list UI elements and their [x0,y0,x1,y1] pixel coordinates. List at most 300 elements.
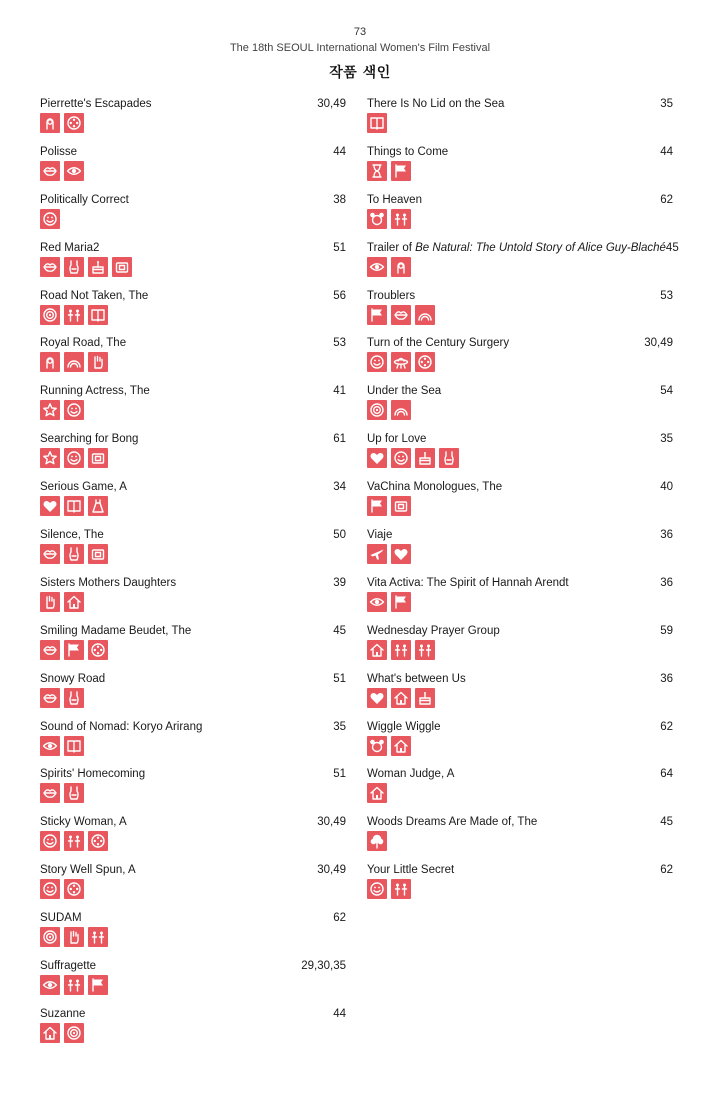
category-icons [40,831,346,851]
film-title-text: Turn of the Century Surgery [367,337,510,350]
film-title-text: Viaje [367,529,393,542]
film-title-text: Pierrette's Escapades [40,98,152,110]
category-icons [40,688,346,708]
film-title-text: VaChina Monologues, The [367,481,503,494]
film-title-text: Under the Sea [367,385,442,398]
entry-row [40,768,346,780]
index-entry [367,577,673,625]
page-reference: 44 [333,145,346,158]
page-reference: 35 [333,720,346,733]
book-icon [64,496,84,516]
lips-icon [40,688,60,708]
cake-icon [88,257,108,277]
eye-icon [40,975,60,995]
category-icons [367,352,673,372]
index-entry [367,290,673,338]
film-title-text: Sisters Mothers Daughters [40,576,177,589]
page-number: 73 [353,26,367,38]
left-column [40,98,346,1056]
target-icon [40,305,60,325]
index-entry [367,816,673,864]
film-title-text: Story Well Spun, A [40,864,136,877]
cake-icon [415,448,435,468]
category-icons [367,831,673,851]
page-reference: 51 [333,241,346,254]
page-reference: 29,30,35 [301,960,346,973]
film-title [367,481,502,493]
house-icon [64,592,84,612]
woman-portrait-icon [40,352,60,372]
film-title [367,673,466,685]
page-reference: 51 [333,672,346,685]
entry-row [40,242,346,254]
lips-icon [40,257,60,277]
page-reference: 39 [333,576,346,589]
film-reel-icon [88,640,108,660]
right-column [367,98,679,912]
smile-face-icon [40,209,60,229]
cake-icon [415,688,435,708]
festival-name: The 18th SEOUL International Women's Film Festival [229,42,491,54]
page-reference: 35 [660,433,673,446]
category-icons [40,305,346,325]
film-title [367,864,454,876]
entry-row [367,194,673,206]
film-title [367,625,500,637]
entry-row [367,241,679,254]
entry-row [367,673,673,685]
index-entry [367,146,673,194]
film-title [367,194,422,206]
page-reference: 36 [660,576,673,589]
index-entry [40,481,346,529]
entry-row [40,673,346,685]
film-title-text: Polisse [40,145,78,158]
hourglass-icon [367,161,387,181]
book-icon [88,305,108,325]
category-icons [367,400,673,420]
index-entry [40,337,346,385]
house-icon [367,640,387,660]
page-reference: 36 [660,672,673,685]
camera-icon [112,257,132,277]
film-reel-icon [64,879,84,899]
eye-icon [367,592,387,612]
film-title [40,433,138,445]
entry-row [40,912,346,924]
film-title [40,337,126,349]
film-title-text: Spirits' Homecoming [40,768,146,781]
page-reference: 45 [660,816,673,829]
page-reference: 45 [333,624,346,637]
page-reference: 59 [660,624,673,637]
film-title [40,242,99,254]
page-title: 작품 색인 [329,65,391,81]
page-reference: 35 [660,98,673,110]
film-title [367,721,441,733]
page-reference: 53 [333,337,346,350]
index-entry [367,98,673,146]
category-icons [40,400,346,420]
entry-row [367,864,673,876]
entry-row [40,1008,346,1020]
film-title-text: Woman Judge, A [367,768,455,781]
lips-icon [40,640,60,660]
category-icons [40,448,346,468]
people-icon [415,640,435,660]
entry-row [367,98,673,110]
film-title-text: Smiling Madame Beudet, The [40,624,192,637]
film-title [40,290,148,302]
page-reference: 30,49 [317,864,346,877]
entry-row [367,385,673,397]
category-icons [40,592,346,612]
entry-row [40,481,346,493]
tree-icon [367,831,387,851]
entry-row [367,529,673,541]
smile-face-icon [367,879,387,899]
index-entry [367,337,673,385]
film-title-text: Royal Road, The [40,337,127,350]
people-icon [391,879,411,899]
eye-icon [40,736,60,756]
entry-row [40,625,346,637]
target-icon [367,400,387,420]
heart-icon [367,688,387,708]
film-title [367,816,537,828]
flag-icon [88,975,108,995]
smile-face-icon [64,400,84,420]
category-icons [40,209,346,229]
index-entry [40,1008,346,1056]
page-reference: 30,49 [317,816,346,829]
film-title [367,290,415,302]
index-entry [367,481,673,529]
people-icon [64,975,84,995]
category-icons [40,1023,346,1043]
film-title-text: Politically Correct [40,193,129,206]
category-icons [40,640,346,660]
star-icon [40,448,60,468]
hand-icon [88,352,108,372]
lips-icon [40,783,60,803]
index-entry [367,241,679,290]
entry-row [40,816,346,828]
airplane-icon [367,544,387,564]
rainbow-icon [391,400,411,420]
film-title-text: Suffragette [40,960,97,973]
film-title-text: Wednesday Prayer Group [367,624,500,637]
film-title [40,864,136,876]
film-title [40,768,145,780]
heart-icon [40,496,60,516]
film-title [40,816,127,828]
category-icons [367,209,673,229]
entry-row [367,577,673,589]
house-icon [391,688,411,708]
category-icons [40,927,346,947]
entry-row [40,146,346,158]
film-title-text: Vita Activa: The Spirit of Hannah Arendt [367,576,569,589]
index-entry [367,433,673,481]
people-icon [88,927,108,947]
smile-face-icon [391,448,411,468]
index-entry [40,673,346,721]
star-icon [40,400,60,420]
index-entry [40,146,346,194]
book-icon [64,736,84,756]
page-reference: 38 [333,193,346,206]
mickey-icon [367,209,387,229]
body-icon [64,257,84,277]
body-icon [64,783,84,803]
film-title-text: Wiggle Wiggle [367,720,441,733]
index-entry [367,385,673,433]
heart-icon [391,544,411,564]
entry-row [40,337,346,349]
rainbow-icon [64,352,84,372]
entry-row [40,290,346,302]
flag-icon [367,305,387,325]
film-title [367,242,666,254]
woman-portrait-icon [391,257,411,277]
film-title [40,577,176,589]
entry-row [40,385,346,397]
film-title-text: Road Not Taken, The [40,289,149,302]
index-entry [40,768,346,816]
category-icons [40,352,346,372]
entry-row [367,290,673,302]
entry-row [367,433,673,445]
film-title [367,529,392,541]
page-reference: 40 [660,481,673,494]
woman-portrait-icon [40,113,60,133]
film-title-text: Up for Love [367,433,427,446]
category-icons [367,113,673,133]
page-reference: 64 [660,768,673,781]
film-title-text: To Heaven [367,193,422,206]
film-title-text: Snowy Road [40,672,106,685]
film-title-text: Running Actress, The [40,385,150,398]
film-title [367,768,454,780]
category-icons [367,305,673,325]
entry-row [40,721,346,733]
camera-icon [88,448,108,468]
entry-row [367,625,673,637]
index-entry [40,577,346,625]
film-title-text: Silence, The [40,529,104,542]
index-entry [367,673,673,721]
page-reference: 41 [333,385,346,398]
dress-icon [88,496,108,516]
film-title-text: Serious Game, A [40,481,127,494]
mickey-icon [367,736,387,756]
page-reference: 51 [333,768,346,781]
index-entry [40,385,346,433]
category-icons [367,688,673,708]
film-title [40,721,202,733]
film-title-italic: Be Natural: The Untold Story of Alice Guy-Blaché [415,241,666,254]
index-entry [40,242,346,290]
film-title [367,385,441,397]
category-icons [40,783,346,803]
film-reel-icon [415,352,435,372]
index-entry [367,529,673,577]
page-reference: 62 [333,912,346,925]
film-title [367,146,448,158]
index-entry [367,194,673,242]
film-title [40,912,82,924]
category-icons [40,975,346,995]
entry-row [367,146,673,158]
smile-face-icon [367,352,387,372]
category-icons [367,640,673,660]
page-reference: 54 [660,385,673,398]
film-title-text: Trailer of [367,241,416,254]
smile-face-icon [64,448,84,468]
category-icons [40,161,346,181]
index-entry [40,290,346,338]
film-title [367,98,504,110]
category-icons [367,783,673,803]
index-entry [40,912,346,960]
page-reference: 45 [665,241,679,254]
body-icon [64,544,84,564]
category-icons [367,496,673,516]
flag-icon [391,592,411,612]
smile-face-icon [40,879,60,899]
entry-row [40,433,346,445]
category-icons [367,544,673,564]
entry-row [40,194,346,206]
camera-icon [88,544,108,564]
body-icon [64,688,84,708]
film-title-text: Searching for Bong [40,433,139,446]
people-icon [64,831,84,851]
index-entry [40,625,346,673]
page-header [0,26,720,82]
page-reference: 44 [333,1007,346,1020]
film-title-text: Troublers [367,289,416,302]
film-title-text: Sound of Nomad: Koryo Arirang [40,720,203,733]
film-title [40,529,104,541]
film-title [40,960,96,972]
page-reference: 61 [333,433,346,446]
film-reel-icon [88,831,108,851]
index-entry [40,194,346,242]
category-icons [40,257,346,277]
lips-icon [40,161,60,181]
entry-row [367,481,673,493]
film-title [40,481,127,493]
film-title [367,433,426,445]
film-title-text: SUDAM [40,912,82,925]
house-icon [40,1023,60,1043]
film-title [367,337,509,349]
film-title [40,146,77,158]
book-icon [367,113,387,133]
film-title [40,194,129,206]
category-icons [367,257,673,277]
entry-row [367,768,673,780]
film-title [40,98,152,110]
category-icons [40,879,346,899]
page-reference: 62 [660,864,673,877]
people-icon [64,305,84,325]
entry-row [40,529,346,541]
category-icons [40,496,346,516]
flag-icon [391,161,411,181]
target-icon [40,927,60,947]
page-reference: 30,49 [317,98,346,110]
entry-row [367,721,673,733]
hand-icon [64,927,84,947]
film-title-text: Red Maria2 [40,241,100,254]
index-entry [40,721,346,769]
index-entry [40,960,346,1008]
film-title-text: Your Little Secret [367,864,455,877]
heart-icon [367,448,387,468]
film-title [40,673,105,685]
film-title [367,577,569,589]
page-reference: 36 [660,529,673,542]
page-reference: 30,49 [644,337,673,350]
target-icon [64,1023,84,1043]
index-entry [40,529,346,577]
film-reel-icon [64,113,84,133]
flag-icon [64,640,84,660]
category-icons [367,592,673,612]
lips-icon [391,305,411,325]
page-reference: 44 [660,145,673,158]
page-reference: 50 [333,529,346,542]
lips-icon [40,544,60,564]
body-icon [439,448,459,468]
film-title-text: What's between Us [367,672,466,685]
index-entry [367,864,673,912]
smile-face-icon [40,831,60,851]
eye-icon [367,257,387,277]
ufo-icon [391,352,411,372]
category-icons [40,113,346,133]
index-entry [40,816,346,864]
film-title-text: Woods Dreams Are Made of, The [367,816,538,829]
index-entry [40,864,346,912]
entry-row [40,960,346,972]
index-entry [40,433,346,481]
category-icons [367,736,673,756]
index-entry [40,98,346,146]
page-reference: 34 [333,481,346,494]
film-title-text: There Is No Lid on the Sea [367,98,505,110]
category-icons [367,161,673,181]
page-reference: 62 [660,720,673,733]
film-title-text: Suzanne [40,1007,86,1020]
index-entry [367,768,673,816]
entry-row [40,864,346,876]
entry-row [40,577,346,589]
hand-icon [40,592,60,612]
page-reference: 53 [660,289,673,302]
category-icons [40,736,346,756]
eye-icon [64,161,84,181]
page-reference: 62 [660,193,673,206]
film-title-text: Sticky Woman, A [40,816,127,829]
people-icon [391,640,411,660]
film-title [40,385,150,397]
film-title [40,1008,85,1020]
entry-row [40,98,346,110]
